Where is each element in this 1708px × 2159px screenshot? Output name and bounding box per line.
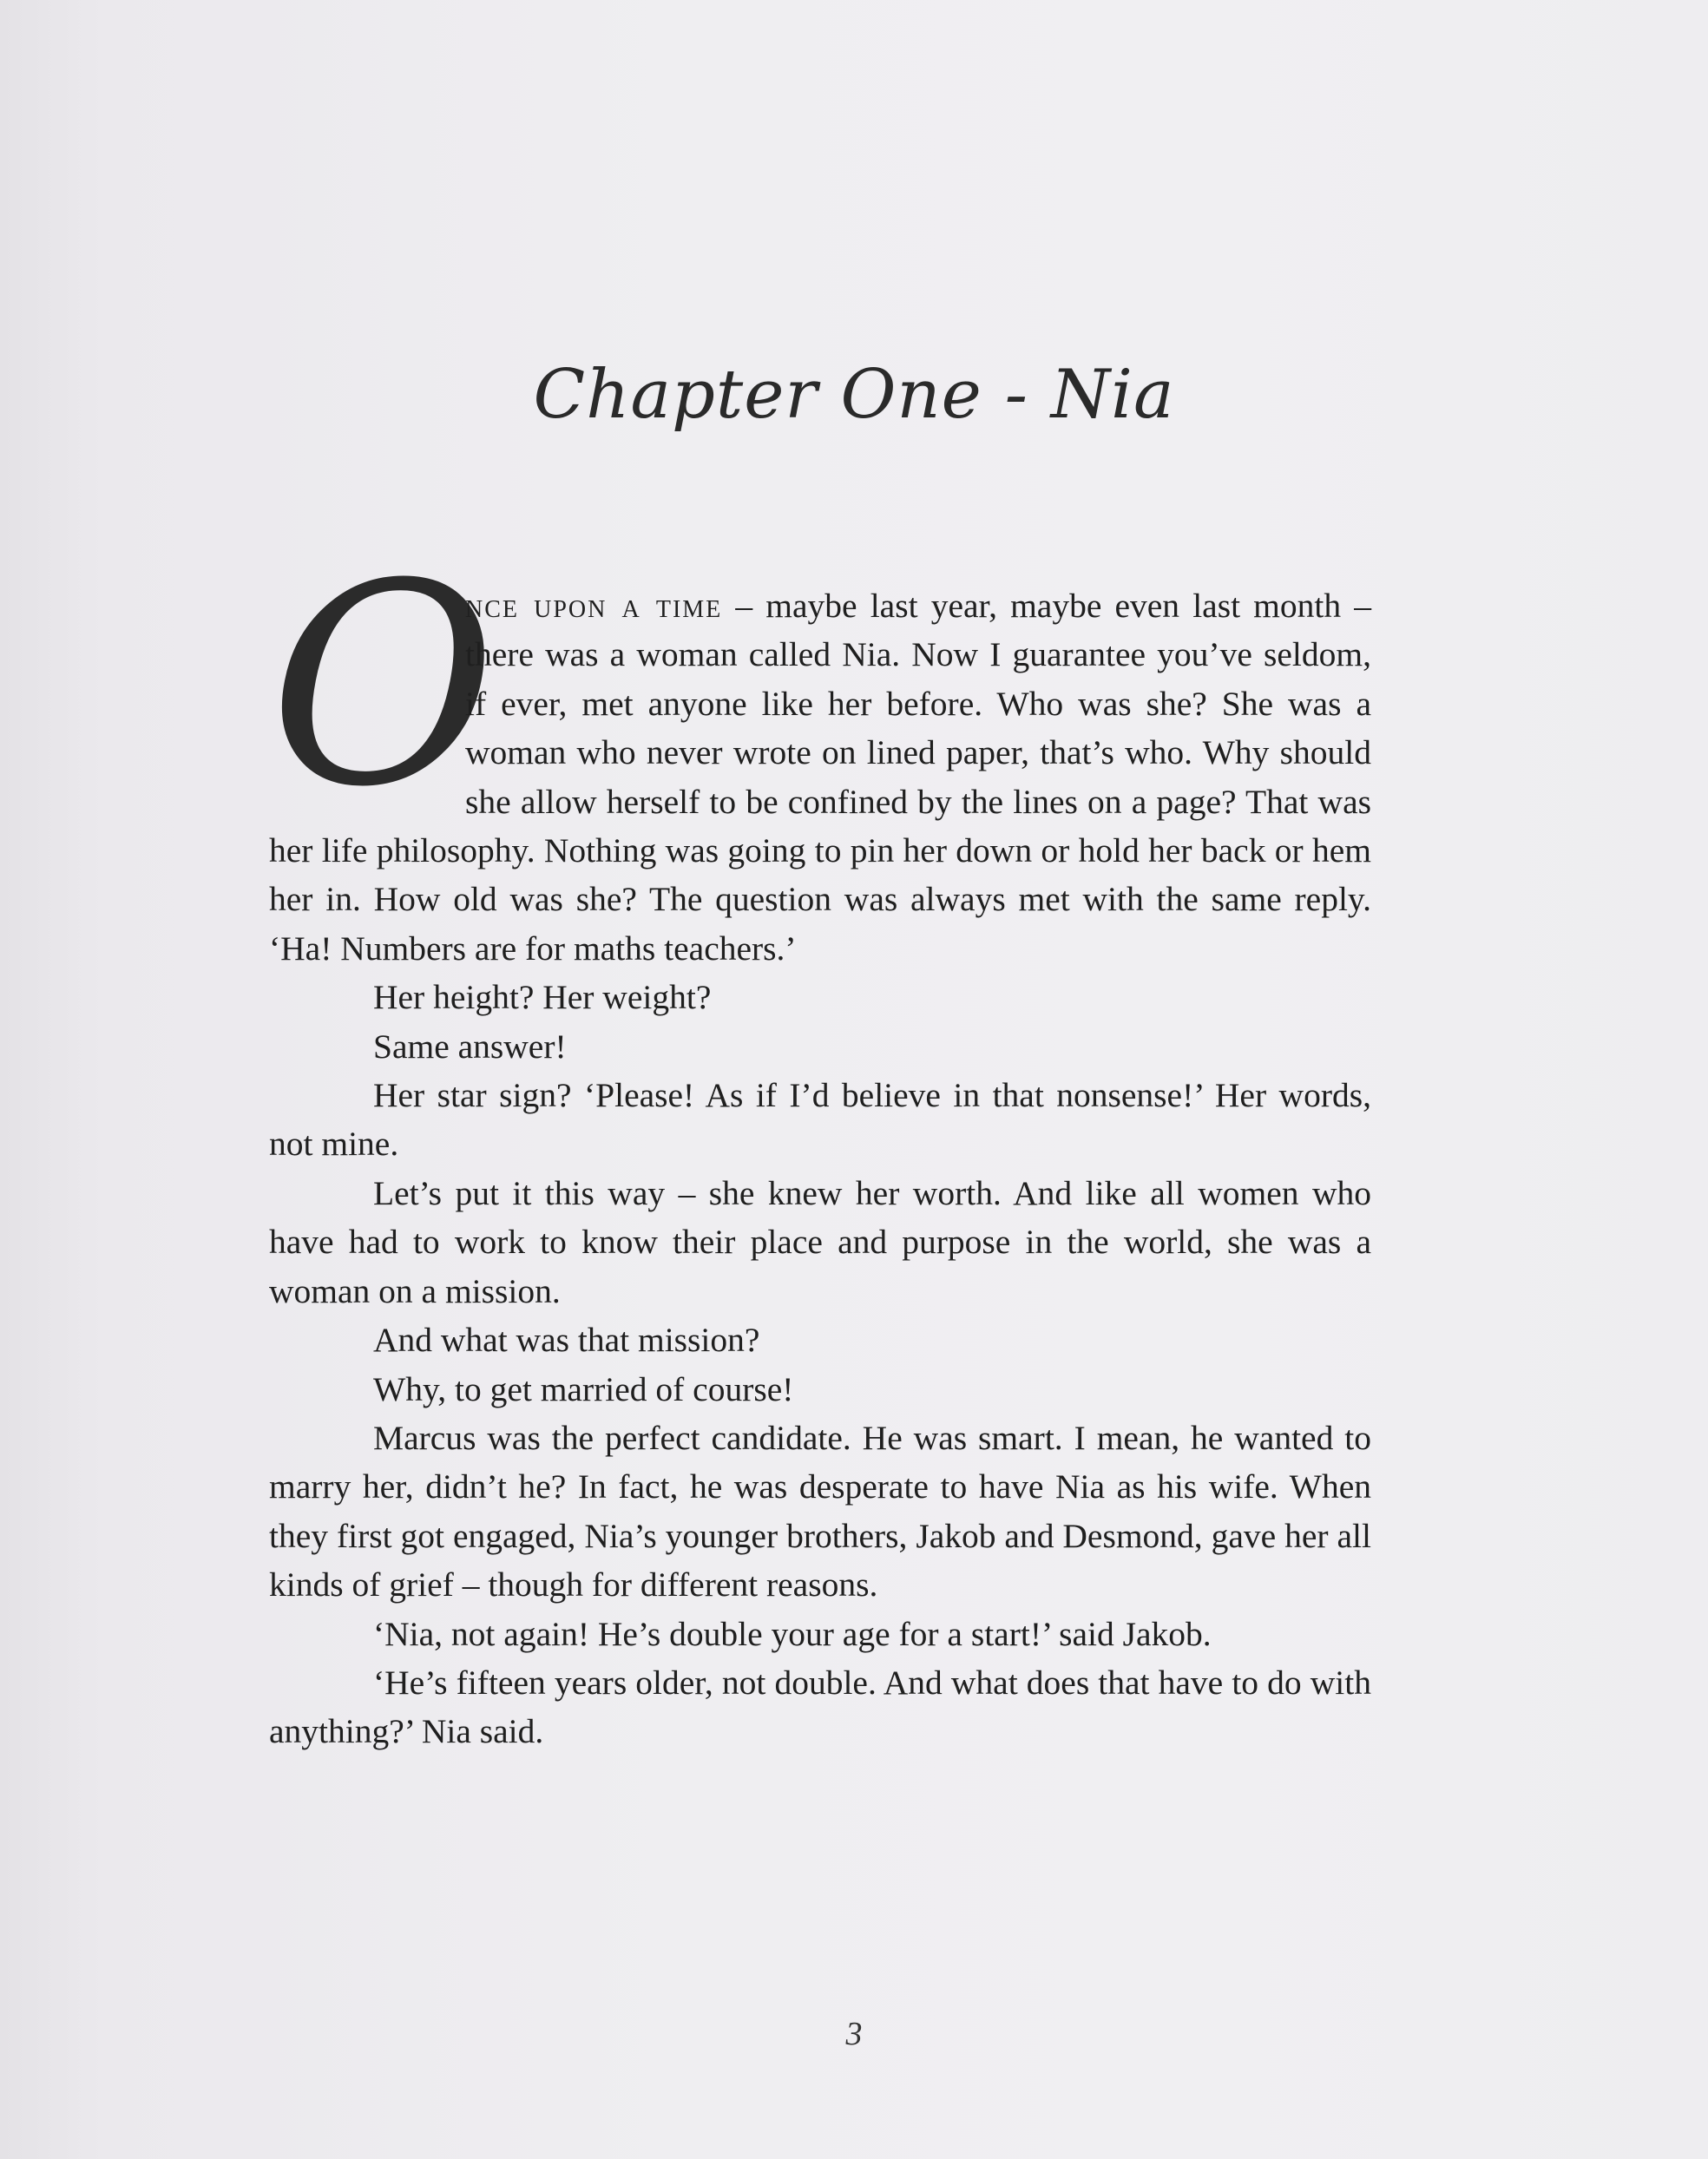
paragraph-3: Same answer! [373,1027,567,1066]
drop-cap: O [269,525,497,848]
paragraph-6: And what was that mission? [373,1321,760,1360]
chapter-title: Chapter One - Nia [533,356,1175,434]
paragraph-1 [269,525,1371,973]
paragraph-10: ‘He’s fifteen years older, not double. And what does that have to do with anything?’ Nia said. [269,1663,1371,1751]
paragraph-text: – maybe last year, maybe even last month – there was a woman called Nia. Now I guarantee you’ve seldom, if ever, met anyone like her before. Who was she? She was a woman who never wrote on lined paper, that’s who. Why should she allow herself to be confined by the lines on a page? That was her life philosophy. Nothing was going to pin her down or hold her back or hem her in. How old was she? The question was always met with the same reply. ‘Ha! Numbers are for maths teachers.’ [269,587,1371,968]
paragraph-4: Her star sign? ‘Please! As if I’d believe in that nonsense!’ Her words, not mine. [269,1076,1371,1164]
page-number: 3 [845,2016,863,2052]
paragraph-9: ‘Nia, not again! He’s double your age for a start!’ said Jakob. [373,1614,1212,1653]
chapter-body [269,525,1371,1756]
lead-in-small-caps: nce upon a time [465,587,723,625]
paragraph-2: Her height? Her weight? [373,978,712,1017]
paragraph-7: Why, to get married of course! [373,1369,794,1408]
paragraph-8: Marcus was the perfect candidate. He was smart. I mean, he wanted to marry her, didn’t he? In fact, he was desperate to have Nia as his wife. When they first got engaged, Nia’s younger brothers, Jakob and Desmond, gave her all kinds of grief – though for different reasons. [269,1418,1371,1604]
paragraph-5: Let’s put it this way – she knew her worth. And like all women who have had to work to know their place and purpose in the world, she was a woman on a mission. [269,1173,1371,1310]
